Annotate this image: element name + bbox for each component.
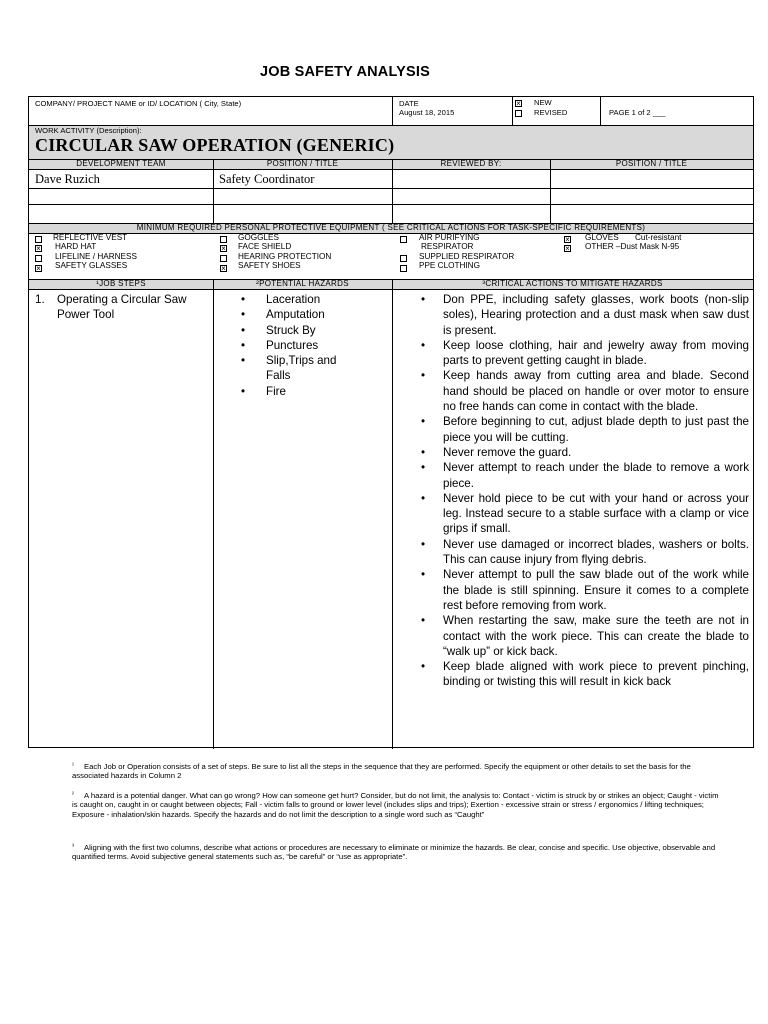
ppe-hard-hat-checkbox[interactable] bbox=[35, 245, 42, 252]
ppe-lifeline: LIFELINE / HARNESS bbox=[55, 252, 137, 261]
ppe-safety-glasses-checkbox[interactable] bbox=[35, 265, 42, 272]
ppe-face-shield-checkbox[interactable] bbox=[220, 245, 227, 252]
team-header-position-2: POSITION / TITLE bbox=[615, 159, 688, 168]
ppe-supplied-respirator-checkbox[interactable] bbox=[400, 255, 407, 262]
action-item: • Never hold piece to be cut with your hand or across your leg. Instead secure to a stable surface with a clamp or vice grips if small. bbox=[417, 491, 749, 537]
col-header-job-steps: ¹JOB STEPS bbox=[96, 279, 146, 288]
ppe-other: OTHER –Dust Mask N-95 bbox=[585, 242, 680, 251]
footnote-1-text: Each Job or Operation consists of a set of steps. Be sure to list all the steps in the sequence that they are performed. Specify the equipment or other details to set the basis for the associated hazards in Column 2 bbox=[72, 762, 691, 781]
team-header-development: DEVELOPMENT TEAM bbox=[76, 159, 166, 168]
action-item: • Keep hands away from cutting area and blade. Second hand should be placed on handle or over motor to ensure no free hands can come in contact with the blade. bbox=[417, 368, 749, 414]
date-label: DATE bbox=[399, 99, 419, 108]
ppe-lifeline-checkbox[interactable] bbox=[35, 255, 42, 262]
action-item: • Never attempt to pull the saw blade out of the work while the blade is still spinning. Ensure it comes to a complete rest before removing from work. bbox=[417, 567, 749, 613]
critical-actions-list bbox=[417, 292, 749, 690]
action-item: • Keep blade aligned with work piece to prevent pinching, binding or twisting this will result in kick back bbox=[417, 659, 749, 690]
ppe-supplied-respirator: SUPPLIED RESPIRATOR bbox=[419, 252, 515, 261]
col-header-actions: ³CRITICAL ACTIONS TO MITIGATE HAZARDS bbox=[482, 279, 663, 288]
ppe-safety-shoes: SAFETY SHOES bbox=[238, 261, 301, 270]
hazard-item: • Amputation bbox=[241, 307, 381, 322]
team-header-reviewed: REVIEWED BY: bbox=[440, 159, 502, 168]
hazard-list bbox=[241, 292, 381, 399]
footnote-2 bbox=[72, 791, 722, 819]
ppe-reflective-vest: REFLECTIVE VEST bbox=[53, 233, 128, 242]
action-item: • Before beginning to cut, adjust blade depth to just past the piece you will be cutting. bbox=[417, 414, 749, 445]
hazard-item: • Laceration bbox=[241, 292, 381, 307]
ppe-gloves-checkbox[interactable] bbox=[564, 236, 571, 243]
company-label: COMPANY/ PROJECT NAME or ID/ LOCATION ( City, State) bbox=[35, 99, 242, 108]
job-step-number: 1. bbox=[35, 293, 45, 306]
team-member-position[interactable]: Safety Coordinator bbox=[219, 172, 315, 186]
hazard-item: • Struck By bbox=[241, 323, 381, 338]
team-member-name[interactable]: Dave Ruzich bbox=[35, 172, 100, 186]
ppe-reflective-vest-checkbox[interactable] bbox=[35, 236, 42, 243]
ppe-air-purifying: AIR PURIFYING bbox=[419, 233, 480, 242]
ppe-gloves-note: Cut-resistant bbox=[635, 233, 682, 242]
action-item: • Never remove the guard. bbox=[417, 445, 749, 460]
hazard-item: • Slip,Trips and Falls bbox=[241, 353, 346, 384]
date-value[interactable]: August 18, 2015 bbox=[399, 108, 455, 117]
page-title: JOB SAFETY ANALYSIS bbox=[259, 64, 431, 80]
action-item: • Never attempt to reach under the blade to remove a work piece. bbox=[417, 460, 749, 491]
ppe-gloves: GLOVES bbox=[585, 233, 619, 242]
footnote-3 bbox=[72, 843, 722, 862]
work-activity-label: WORK ACTIVITY (Description): bbox=[35, 126, 142, 135]
team-header-position: POSITION / TITLE bbox=[266, 159, 339, 168]
footnote-3-text: Aligning with the first two columns, describe what actions or procedures are necessary to eliminate or minimize the hazards. Be clear, concise and specific. Use objective, observable and quantified terms. Avoid subjective general statements such as, “be careful” or “use as appropriate”. bbox=[72, 843, 716, 862]
work-activity-value[interactable]: CIRCULAR SAW OPERATION (GENERIC) bbox=[35, 135, 395, 155]
action-item: • Don PPE, including safety glasses, work boots (non-slip soles), Hearing protection and a dust mask when saw dust is present. bbox=[417, 292, 749, 338]
ppe-clothing: PPE CLOTHING bbox=[419, 261, 480, 270]
page-number: PAGE 1 of 2 ___ bbox=[609, 108, 666, 117]
action-item: • Keep loose clothing, hair and jewelry away from moving parts to prevent getting caught in blade. bbox=[417, 338, 749, 369]
ppe-respirator: RESPIRATOR bbox=[421, 242, 474, 251]
action-item: • When restarting the saw, make sure the teeth are not in contact with the work piece. This can create the blade to “walk up” or kick back. bbox=[417, 613, 749, 659]
col-header-hazards: ²POTENTIAL HAZARDS bbox=[256, 279, 349, 288]
ppe-clothing-checkbox[interactable] bbox=[400, 265, 407, 272]
ppe-other-checkbox[interactable] bbox=[564, 245, 571, 252]
footnote-1 bbox=[72, 762, 722, 781]
footnote-2-text: A hazard is a potential danger. What can go wrong? How can someone get hurt? Consider, but do not limit, the analysis to: Contact - victim is struck by or strikes an object; Caught - victim is caught on, caught in or caught between objects; Fall - victim falls to ground or lower level (includes slips and trips); Exertion - excessive strain or stress / ergonomics / lifting techniques; Exposure - inhalation/skin hazards. Specify the hazards and do not limit the description to a single word such as “Caught” bbox=[72, 791, 719, 819]
ppe-face-shield: FACE SHIELD bbox=[238, 242, 292, 251]
footnote-1-mark: ¹ bbox=[72, 763, 74, 769]
revised-label: REVISED bbox=[534, 108, 568, 117]
hazard-item: • Punctures bbox=[241, 338, 381, 353]
action-item: • Never use damaged or incorrect blades, washers or bolts. This can cause injury from flying debris. bbox=[417, 537, 749, 568]
jsa-form bbox=[28, 96, 754, 748]
ppe-header: MINIMUM REQUIRED PERSONAL PROTECTIVE EQUIPMENT ( SEE CRITICAL ACTIONS FOR TASK-SPECIFIC REQUIREMENTS) bbox=[136, 223, 646, 232]
job-step-line-2: Power Tool bbox=[57, 308, 115, 322]
ppe-goggles: GOGGLES bbox=[238, 233, 279, 242]
new-label: NEW bbox=[534, 98, 552, 107]
job-step-text bbox=[57, 292, 213, 323]
ppe-hearing-checkbox[interactable] bbox=[220, 255, 227, 262]
footnote-2-mark: ² bbox=[72, 792, 74, 798]
ppe-hearing: HEARING PROTECTION bbox=[238, 252, 332, 261]
ppe-hard-hat: HARD HAT bbox=[55, 242, 97, 251]
ppe-goggles-checkbox[interactable] bbox=[220, 236, 227, 243]
revised-checkbox[interactable] bbox=[515, 110, 522, 117]
job-step-line-1: Operating a Circular Saw bbox=[57, 293, 187, 306]
ppe-safety-glasses: SAFETY GLASSES bbox=[55, 261, 128, 270]
new-checkbox[interactable] bbox=[515, 100, 522, 107]
hazard-item: • Fire bbox=[241, 384, 381, 399]
ppe-air-purifying-checkbox[interactable] bbox=[400, 236, 407, 243]
footnote-3-mark: ³ bbox=[72, 844, 74, 850]
ppe-safety-shoes-checkbox[interactable] bbox=[220, 265, 227, 272]
